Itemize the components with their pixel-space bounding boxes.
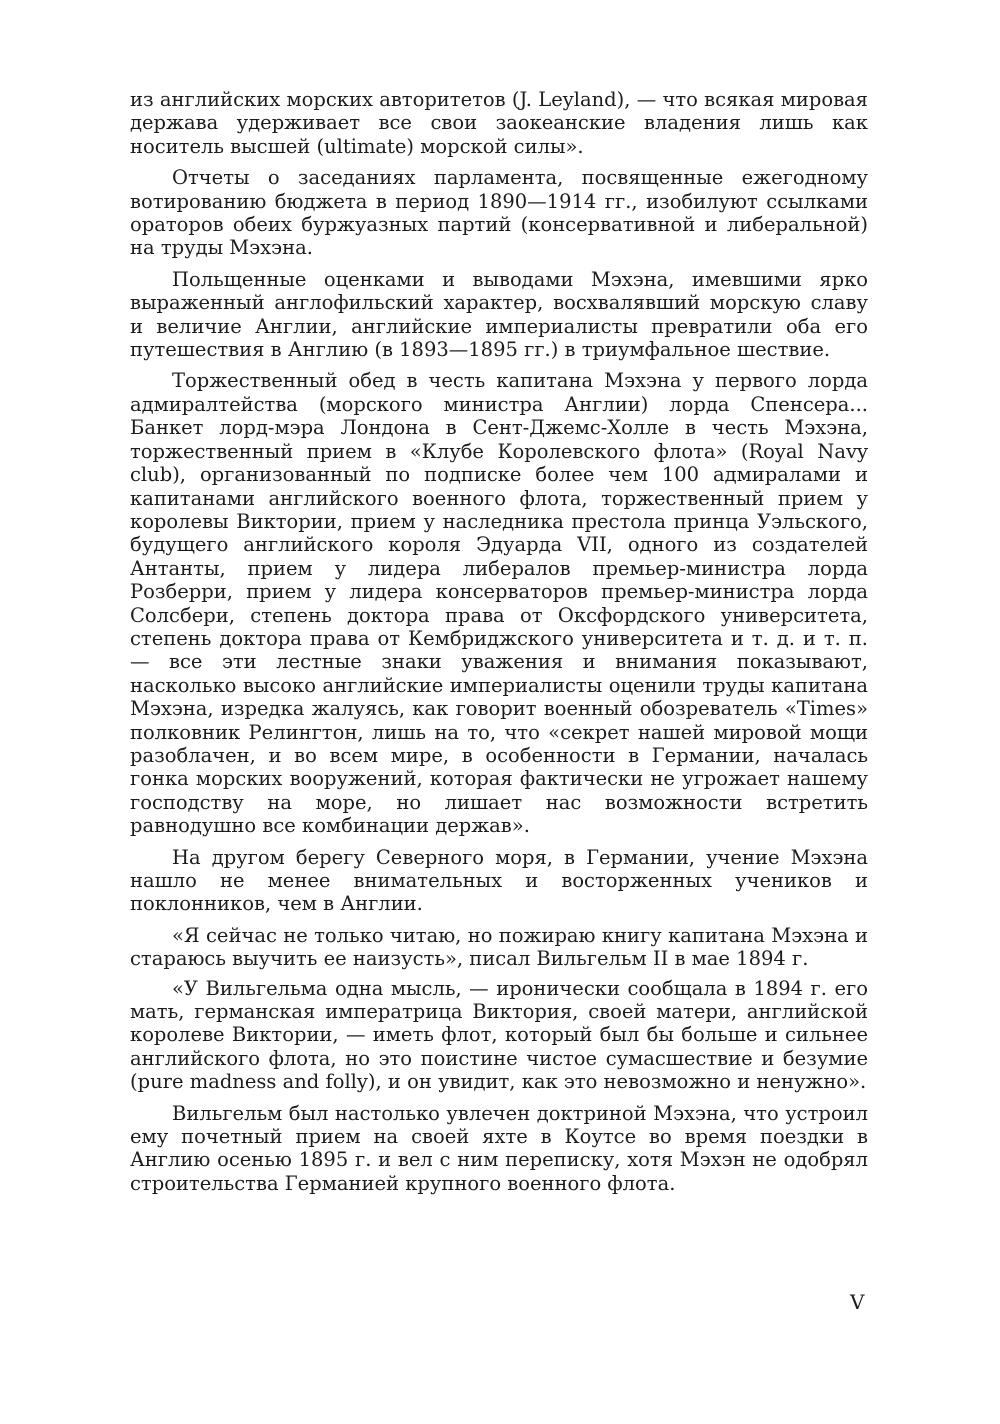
paragraph-5: На другом берегу Северного моря, в Германии, учение Мэхэна нашло не менее внимательных и восторженных учеников и поклонников, чем в Англии. bbox=[130, 845, 868, 916]
paragraph-2: Отчеты о заседаниях парламента, посвященные ежегодному вотированию бюджета в период 1890—1914 гг., изобилуют ссылками ораторов обеих буржуазных партий (консервативной и либеральной) на труды Мэхэна. bbox=[130, 166, 868, 260]
paragraph-7: «У Вильгельма одна мысль, — иронически сообщала в 1894 г. его мать, германская императрица Виктория, своей матери, английской королеве Виктории, — иметь флот, который был бы больше и сильнее английского флота, но это поистине чистое сумасшествие и безумие (pure madness and folly), и он увидит, как это невозможно и ненужно». bbox=[130, 976, 868, 1094]
paragraph-8: Вильгельм был настолько увлечен доктриной Мэхэна, что устроил ему почетный прием на своей яхте в Коутсе во время поездки в Англию осенью 1895 г. и вел с ним переписку, хотя Мэхэн не одобрял строительства Германией крупного военного флота. bbox=[130, 1101, 868, 1195]
paragraph-1: из английских морских авторитетов (J. Leyland), — что всякая мировая держава удерживает все свои заокеанские владения лишь как носитель высшей (ultimate) морской силы». bbox=[130, 88, 868, 158]
paragraph-6: «Я сейчас не только читаю, но пожираю книгу капитана Мэхэна и стараюсь выучить ее наизусть», писал Вильгельм II в мае 1894 г. bbox=[130, 923, 868, 971]
page-text bbox=[130, 88, 868, 1203]
paragraph-3: Польщенные оценками и выводами Мэхэна, имевшими ярко выраженный англофильский характер, восхвалявший морскую славу и величие Англии, английские империалисты превратили оба его путешествия в Англию (в 1893—1895 гг.) в триумфальное шествие. bbox=[130, 267, 868, 362]
paragraph-4: Торжественный обед в честь капитана Мэхэна у первого лорда адмиралтейства (морского министра Англии) лорда Спенсера... Банкет лорд-мэра Лондона в Сент-Джемс-Холле в честь Мэхэна, торжественный прием в «Клубе Королевского флота» (Royal Navy club), организованный по подписке более чем 100 адмиралами и капитанами английского военного флота, торжественный прием у королевы Виктории, прием у наследника престола принца Уэльского, будущего английского короля Эдуарда VII, одного из создателей Антанты, прием у лидера либералов премьер-министра лорда Розберри, прием у лидера консерваторов премьер-министра лорда Солсбери, степень доктора права от Оксфордского университета, степень доктора права от Кембриджского университета и т. д. и т. п. — все эти лестные знаки уважения и внимания показывают, насколько высоко английские империалисты оценили труды капитана Мэхэна, изредка жалуясь, как говорит военный обозреватель «Times» полковник Релингтон, лишь на то, что «секрет нашей мировой мощи разоблачен, и во всем мире, в особенности в Германии, началась гонка морских вооружений, которая фактически не угрожает нашему господству на море, но лишает нас возможности встретить равнодушно все комбинации держав». bbox=[130, 369, 868, 838]
page-number: V bbox=[850, 1290, 865, 1314]
